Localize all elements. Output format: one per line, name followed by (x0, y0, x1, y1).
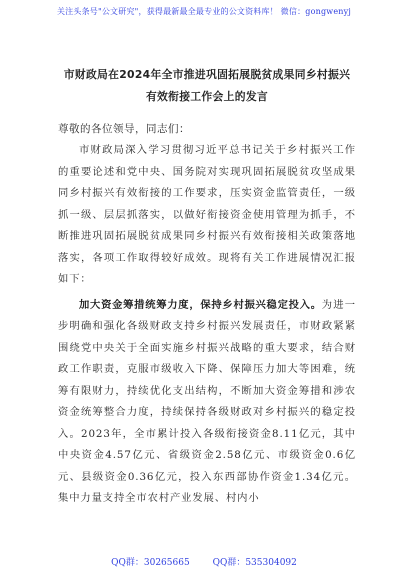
document-body (58, 64, 356, 510)
paragraph-funding-body: 为进一步明确和强化各级财政支持乡村振兴发展责任，市财政紧紧围绕党中央关于全面实施乡村振兴战略的重大要求，结合财政工作职责，克服市级收入下降、保障压力加大等困难，统筹有限财力，持续优化支出结构，不断加大资金筹措和涉农资金统筹整合力度，持续保持各级财政对乡村振兴的稳定投入。2023年，全市累计投入各级衔接资金8.11亿元，其中中央资金4.57亿元、省级资金2.58亿元、市级资金0.6亿元、县级资金0.36亿元，投入东西部协作资金1.34亿元。集中力量支持全市农村产业发展、村内小 (58, 298, 356, 504)
title-line-1: 市财政局在2024年全市推进巩固拓展脱贫成果同乡村振兴 (63, 68, 351, 81)
salutation: 尊敬的各位领导，同志们： (58, 123, 190, 135)
paragraph-lead-heading: 加大资金筹措统筹力度，保持乡村振兴稳定投入。 (79, 298, 322, 311)
title-line-2: 有效衔接工作会上的发言 (145, 90, 269, 103)
paragraph-funding (58, 295, 356, 510)
paragraph-intro: 市财政局深入学习贯彻习近平总书记关于乡村振兴工作的重要论述和党中央、国务院对实现巩固拓展脱贫攻坚成果同乡村振兴有效衔接的工作要求，压实资金监管责任，一级抓一级、层层抓落实，以做好衔接资金使用管理为抓手，不断推进巩固拓展脱贫成果同乡村振兴有效衔接相关政策落地落实，各项工作取得较好成效。现将有关工作进展情况汇报如下： (58, 144, 356, 285)
footer-qq-group-2: QQ群：535304092 (212, 558, 297, 568)
footer-qq-group-1: QQ群：30265665 (111, 558, 190, 568)
footer-qq-groups (0, 555, 408, 568)
promo-banner: 关注头条号"公文研究"，获得最新最全最专业的公文资料库！ 微信：gongwenyj (56, 7, 352, 16)
document-title (58, 64, 356, 108)
